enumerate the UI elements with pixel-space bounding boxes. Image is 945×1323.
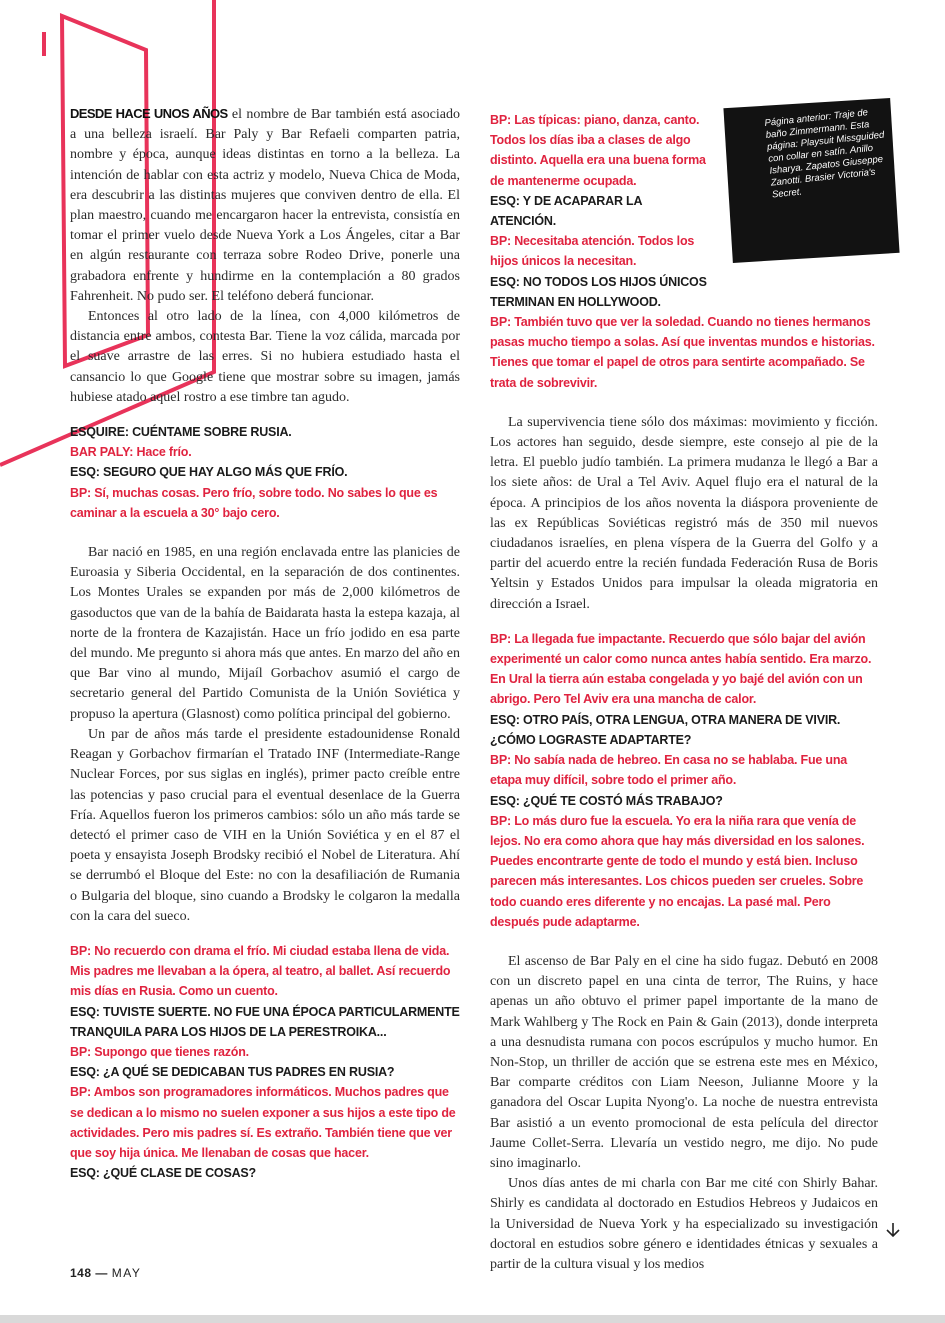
- answer: BP: La llegada fue impactante. Recuerdo que sólo bajar del avión experimenté un calor como nunca antes había sentido. Era marzo. En Ural la tierra aún estaba congelada y yo bajé del avión con un abrigo. Pero Tel Aviv era una mancha de calor.: [490, 631, 872, 707]
- question: ESQ: ¿QUÉ CLASE DE COSAS?: [70, 1166, 256, 1181]
- answer: BP: No sabía nada de hebreo. En casa no se hablaba. Fue una etapa muy difícil, sobre todo el primer año.: [490, 753, 848, 788]
- paragraph-3: Bar nació en 1985, en una región enclavada entre las planicies de Euroasia y Siberia Occidental, en la separación de dos continentes. Los Montes Urales se expanden por más de 2,000 kilómetros de gasoductos que van de la bahía de Baidarata hasta la estepa kazaja, al norte de la frontera de Kazajistán. Hace un frío jodido en esa parte del mundo. Me pregunto si ahora más que antes. En marzo del año en que Bar vino al mundo, Mijaíl Gorbachov asumió el cargo de secretario general del Partido Comunista de la Unión Soviética y propuso la apertura (Glasnost) como política principal del gobierno.: [70, 545, 460, 722]
- paragraph-r2: El ascenso de Bar Paly en el cine ha sido fugaz. Debutó en 2008 con un discreto papel en una cinta de terror, The Ruins, y hace apenas un año obtuvo el primer papel importante de la mano de Mark Wahlberg y The Rock en Pain & Gain (2013), donde interpreta a una desnudista rumana con pocos escrúpulos y mucho humor. En Non-Stop, un thriller de acción que se estrena este mes en México, Bar comparte créditos con Liam Neeson, Julianne Moore y la ganadora del Oscar Lupita Nyong'o. La noche de nuestra entrevista Bar asistió a un evento promocional de esta película del director Jaume Collet-Serra. Llevaría un vestido negro, me dijo. No pude sino imaginarlo.: [490, 953, 878, 1171]
- intro-lead-in: DESDE HACE UNOS AÑOS: [70, 106, 228, 121]
- answer: BP: No recuerdo con drama el frío. Mi ciudad estaba llena de vida. Mis padres me llevaban a la ópera, al teatro, al ballet. Así recuerdo mis días en Rusia. Como un cuento.: [70, 943, 451, 999]
- paragraph-r1: La supervivencia tiene sólo dos máximas: movimiento y ficción. Los actores han seguido, desde siempre, este consejo al pie de la letra. El pueblo judío también. La primera mudanza le llegó a Bar a los siete años: de Ural a Tel Aviv. Aquel flujo era el natural de la época. A principios de los años noventa la diáspora proveniente de las ex Repúblicas Soviéticas registró más de 350 mil nuevos ciudadanos israelíes, en plena víspera de la Guerra del Golfo y a partir del acuerdo entre la recién fundada Federación Rusa de Boris Yeltsin y Estados Unidos para impulsar la oleada migratoria en dirección a Israel.: [490, 414, 878, 612]
- answer: BP: Necesitaba atención. Todos los hijos únicos la necesitan.: [490, 234, 695, 269]
- question: ESQ: OTRO PAÍS, OTRA LENGUA, OTRA MANERA DE VIVIR. ¿CÓMO LOGRASTE ADAPTARTE?: [490, 712, 841, 747]
- question: ESQ: TUVISTE SUERTE. NO FUE UNA ÉPOCA PARTICULARMENTE TRANQUILA PARA LOS HIJOS DE LA PERESTROIKA...: [70, 1004, 460, 1039]
- magazine-issue: MAY: [111, 1266, 142, 1280]
- intro-paragraph: [70, 104, 460, 307]
- photo-caption: Página anterior: Traje de baño Zimmermann. Esta página: Playsuit Missguided con collar en satín. Anillo Isharya. Zapatos Giuseppe Zanotti. Brasier Victoria's Secret.: [764, 107, 885, 201]
- question: ESQ: SEGURO QUE HAY ALGO MÁS QUE FRÍO.: [70, 465, 348, 480]
- folio-separator: —: [91, 1266, 112, 1280]
- question: ESQ: NO TODOS LOS HIJOS ÚNICOS TERMINAN EN HOLLYWOOD.: [490, 274, 707, 309]
- intro-text: el nombre de Bar también está asociado a una belleza israelí. Bar Paly y Bar Refaeli comparten patria, nombre y época, aunque ideas distintas en torno a la belleza. La intención de hablar con esta actriz y modelo, Nueva Chica de Moda, era descubrir a las distintas mujeres que conviven dentro de ella. El plan maestro, cuando me encargaron hacer la entrevista, consistía en tomar el primer vuelo desde Nueva York a Los Ángeles, citar a Bar en algún restaurante con terraza sobre Rodeo Drive, ponerle una grabadora enfrente y hundirme en la contemplación a 80 grados Fahrenheit. No pudo ser. El teléfono deberá funcionar.: [70, 107, 460, 304]
- interview-block-4: [490, 629, 878, 932]
- answer: BP: Las típicas: piano, danza, canto. Todos los días iba a clases de algo distinto. Aquella era una buena forma de mantenerme ocupada.: [490, 113, 706, 188]
- page-folio: [70, 1266, 141, 1280]
- paragraph-2: Entonces al otro lado de la línea, con 4,000 kilómetros de distancia entre ambos, contesta Bar. Tiene la voz cálida, marcada por el suave arrastre de las erres. Si no hubiera estudiado hasta el cansancio lo que Google tiene que mostrar sobre su imagen, jamás hubiese atado aquel rostro a ese timbre tan agudo.: [70, 309, 460, 405]
- interview-block-3: [490, 110, 710, 312]
- paragraph-4: Un par de años más tarde el presidente estadounidense Ronald Reagan y Gorbachov firmarían el Tratado INF (Intermediate-Range Nuclear Forces, por sus siglas en inglés), primer pacto creíble entre las potencias y paso crucial para el eventual desenlace de la Guerra Fría. Aquellos fueron los primeros cambios: sólo un año más tarde se detectó el primer caso de VIH en la Unión Soviética y en el 87 el poeta y ensayista Joseph Brodsky recibió el Nobel de Literatura. Ahí se derrumbó el Bloque del Este: no con la desafiliación de Rumania o Bulgaria del bloque, sino cuando a Brodsky le colgaron la medalla con la cara del sueco.: [70, 726, 460, 924]
- left-column: [70, 104, 460, 1183]
- question: ESQ: ¿A QUÉ SE DEDICABAN TUS PADRES EN RUSIA?: [70, 1065, 395, 1080]
- answer: BP: Ambos son programadores informáticos. Muchos padres que se dedican a lo mismo no suelen exponer a sus hijos a este tipo de actividades. Pero mis padres sí. Es extraño. También tiene que ver que soy hija única. Me llenaban de cosas que hacer.: [70, 1085, 456, 1160]
- answer: BP: Supongo que tienes razón.: [70, 1044, 249, 1059]
- question: ESQUIRE: CUÉNTAME SOBRE RUSIA.: [70, 425, 292, 440]
- question: ESQ: ¿QUÉ TE COSTÓ MÁS TRABAJO?: [490, 793, 723, 808]
- paragraph-r3: Unos días antes de mi charla con Bar me cité con Shirly Bahar. Shirly es candidata al doctorado en Estudios Hebreos y Judaicos en la Universidad de Nueva York y ha especializado su investigación doctoral en estudios sobre género e identidades étnicas y sexuales a partir de la cultura visual y los medios: [490, 1176, 878, 1272]
- interview-block-2: [70, 941, 460, 1183]
- answer: BP: Sí, muchas cosas. Pero frío, sobre todo. No sabes lo que es caminar a la escuela a 30° bajo cero.: [70, 485, 438, 520]
- interview-block-1: [70, 422, 460, 523]
- continue-arrow-icon: [886, 1222, 900, 1238]
- answer: BP: Lo más duro fue la escuela. Yo era la niña rara que venía de lejos. No era como ahora que hay más diversidad en los salones. Puedes encontrarte gente de todo el mundo y está bien. Incluso parecen más interesantes. Los chicos pueden ser crueles. Sobre todo cuando eres diferente y no encajas. La pasé mal. Pero después pude adaptarme.: [490, 813, 865, 929]
- right-column: [490, 110, 878, 1275]
- page-number: 148: [70, 1266, 92, 1280]
- bottom-edge-bar: [0, 1315, 945, 1323]
- answer: BAR PALY: Hace frío.: [70, 445, 192, 460]
- question: ESQ: Y DE ACAPARAR LA ATENCIÓN.: [490, 193, 642, 229]
- answer: BP: También tuvo que ver la soledad. Cuando no tienes hermanos pasas mucho tiempo a solas. Así que inventas mundos e historias. Tienes que tomar el papel de otros para sentirte acompañado. Se trata de sobrevivir.: [490, 315, 875, 390]
